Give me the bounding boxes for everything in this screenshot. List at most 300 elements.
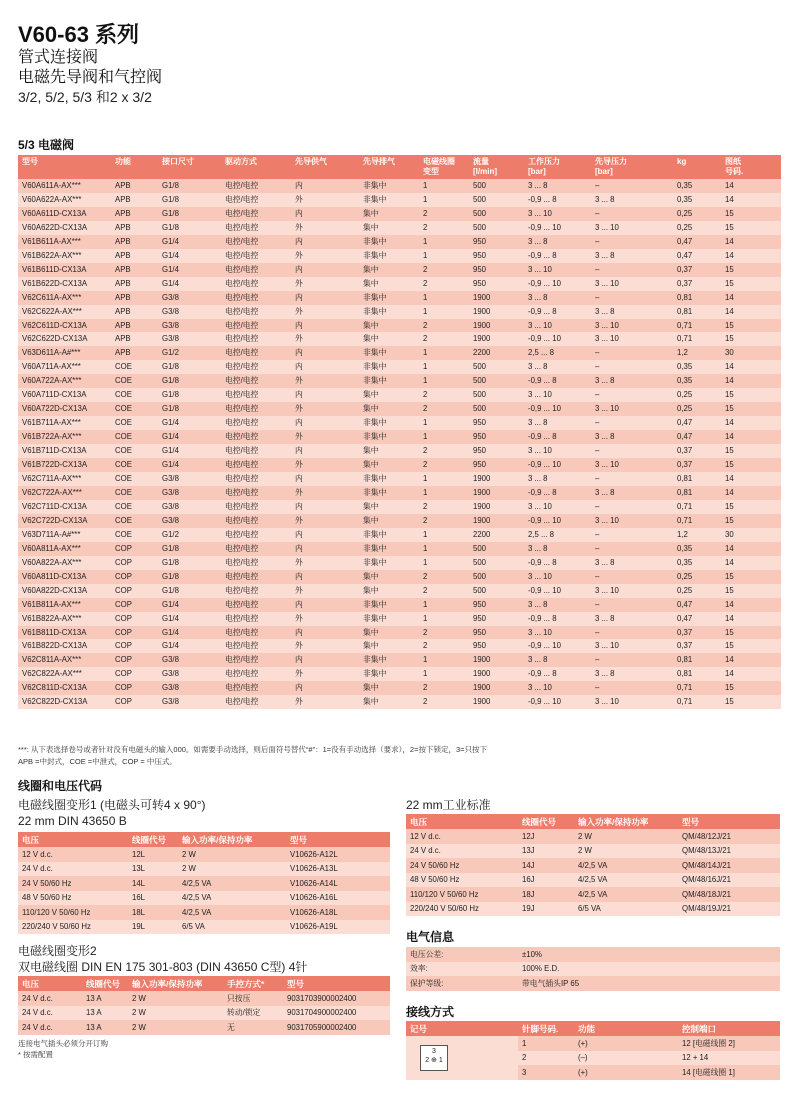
table-cell: 3 ... 8 (524, 653, 591, 667)
table-row (18, 556, 781, 570)
table-cell: G1/8 (158, 221, 221, 235)
column-header: 电压 (406, 814, 518, 829)
table-cell: COP (111, 681, 158, 695)
table-cell: 集中 (359, 277, 419, 291)
table-cell: 3 ... 8 (591, 374, 673, 388)
electrical-title: 电气信息 (406, 930, 455, 944)
table-cell: 内 (291, 263, 359, 277)
table-cell: 集中 (359, 388, 419, 402)
table-cell: 14 (721, 612, 781, 626)
table-cell: 12L (128, 847, 178, 862)
table-cell: 14 (721, 360, 781, 374)
table-cell: 1 (419, 653, 469, 667)
table-cell: 电控/电控 (221, 263, 291, 277)
table-cell: G1/4 (158, 416, 221, 430)
column-header: 工作压力 [bar] (524, 155, 591, 179)
table-cell: 950 (469, 263, 524, 277)
table-row (18, 862, 390, 877)
table-cell: 1900 (469, 332, 524, 346)
table-cell: G1/4 (158, 612, 221, 626)
table-cell: 3 ... 10 (591, 695, 673, 709)
column-header: 先导排气 (359, 155, 419, 179)
table-cell: 18L (128, 905, 178, 920)
table-cell: -0,9 ... 10 (524, 514, 591, 528)
table-cell: 13J (518, 844, 574, 859)
table-cell: V62C711D-CX13A (18, 500, 111, 514)
table-cell: 电控/电控 (221, 332, 291, 346)
table-cell: V10626-A14L (286, 876, 390, 891)
table-cell: 2 W (128, 1020, 223, 1035)
table-cell: 3 ... 10 (591, 402, 673, 416)
table-row (406, 947, 780, 962)
table-cell: 外 (291, 402, 359, 416)
table-cell: 2 (419, 221, 469, 235)
table-cell: – (591, 500, 673, 514)
table-row (406, 858, 780, 873)
table-cell: 19L (128, 920, 178, 935)
table-cell: 3 ... 8 (591, 305, 673, 319)
table-cell: 集中 (359, 626, 419, 640)
table-cell: -0,9 ... 8 (524, 305, 591, 319)
table-cell: 14 (721, 374, 781, 388)
table-cell: 3 ... 10 (524, 681, 591, 695)
table-cell: 13 A (82, 1020, 128, 1035)
table-cell: 外 (291, 695, 359, 709)
table-cell: 110/120 V 50/60 Hz (18, 905, 128, 920)
table-cell: V10626-A16L (286, 891, 390, 906)
table-cell: COP (111, 639, 158, 653)
table-cell: COP (111, 653, 158, 667)
table-cell: 3 ... 10 (591, 639, 673, 653)
table-cell: 集中 (359, 221, 419, 235)
table-cell: V62C822A-AX*** (18, 667, 111, 681)
table-cell: 2 W (574, 829, 678, 844)
column-header: 流量 [l/min] (469, 155, 524, 179)
table-cell: 15 (721, 207, 781, 221)
table-cell: G1/4 (158, 639, 221, 653)
table-cell: G3/8 (158, 319, 221, 333)
table-cell: COP (111, 542, 158, 556)
table-cell: 内 (291, 500, 359, 514)
table-cell: G3/8 (158, 514, 221, 528)
column-header: 线圈代号 (82, 976, 128, 991)
table-cell: APB (111, 305, 158, 319)
valve-table (18, 155, 781, 709)
table-cell: 集中 (359, 695, 419, 709)
table-cell: G3/8 (158, 695, 221, 709)
table-cell: V10626-A19L (286, 920, 390, 935)
table-cell: 950 (469, 612, 524, 626)
table-cell: COE (111, 444, 158, 458)
table-cell: 0,25 (673, 584, 721, 598)
table-cell: 集中 (359, 458, 419, 472)
column-header: 型号 (286, 832, 390, 847)
table-cell: G1/8 (158, 542, 221, 556)
table-cell: 220/240 V 50/60 Hz (406, 902, 518, 917)
table-row (18, 612, 781, 626)
table-row (18, 360, 781, 374)
table-cell: 3 ... 8 (591, 667, 673, 681)
table-row (406, 844, 780, 859)
table-cell: V61B822D-CX13A (18, 639, 111, 653)
table-cell: 15 (721, 444, 781, 458)
table-cell: 0,47 (673, 416, 721, 430)
table-cell: 15 (721, 570, 781, 584)
table-cell: V60A622A-AX*** (18, 193, 111, 207)
table-cell: 电控/电控 (221, 514, 291, 528)
table-cell: G3/8 (158, 681, 221, 695)
table-cell: 1 (419, 305, 469, 319)
table-cell: 950 (469, 235, 524, 249)
table-cell: 非集中 (359, 374, 419, 388)
table-cell: COP (111, 584, 158, 598)
table-cell: 外 (291, 556, 359, 570)
table-cell: 电控/电控 (221, 402, 291, 416)
column-header: 电压 (18, 832, 128, 847)
table-cell: 外 (291, 514, 359, 528)
table-cell: 500 (469, 179, 524, 193)
table-cell: 500 (469, 207, 524, 221)
table-cell: 集中 (359, 319, 419, 333)
table-cell: 0,37 (673, 626, 721, 640)
table-cell: 2 (419, 332, 469, 346)
table-cell: 外 (291, 221, 359, 235)
table-header-row (406, 814, 780, 829)
table-cell: 非集中 (359, 179, 419, 193)
table-cell: 3 ... 10 (524, 388, 591, 402)
table-cell: 2 (419, 458, 469, 472)
table-cell: 9031703900002400 (283, 991, 390, 1006)
table-cell: QM/48/12J/21 (678, 829, 780, 844)
table-cell: 950 (469, 416, 524, 430)
table-cell: 15 (721, 695, 781, 709)
table-cell: 内 (291, 653, 359, 667)
table-cell: V62C622A-AX*** (18, 305, 111, 319)
table-cell: 1 (419, 528, 469, 542)
table-cell: -0,9 ... 10 (524, 277, 591, 291)
table-cell: – (591, 416, 673, 430)
table-cell: 1 (419, 291, 469, 305)
table-cell: 0,71 (673, 514, 721, 528)
table-cell: 电控/电控 (221, 639, 291, 653)
table-cell: V60A822D-CX13A (18, 584, 111, 598)
table-cell: 外 (291, 639, 359, 653)
table-cell: 集中 (359, 332, 419, 346)
table-cell: 非集中 (359, 528, 419, 542)
table-cell: G1/4 (158, 598, 221, 612)
table-cell: 950 (469, 639, 524, 653)
table-cell: 0,37 (673, 639, 721, 653)
table-header-row (18, 976, 390, 991)
table-cell: V62C711A-AX*** (18, 472, 111, 486)
table-cell: 2 W (128, 991, 223, 1006)
table-cell: COP (111, 570, 158, 584)
table-cell: 15 (721, 277, 781, 291)
table-cell: 外 (291, 667, 359, 681)
table-cell: V60A822A-AX*** (18, 556, 111, 570)
table-cell: 电控/电控 (221, 221, 291, 235)
table-cell: 15 (721, 332, 781, 346)
table-cell: G1/2 (158, 528, 221, 542)
table-cell: 6/5 VA (178, 920, 286, 935)
table-cell: 1900 (469, 319, 524, 333)
table-cell: 0,71 (673, 319, 721, 333)
table-cell: 3 ... 8 (524, 235, 591, 249)
table-cell: 14 (721, 416, 781, 430)
table-cell: 14 (721, 235, 781, 249)
table-row (18, 305, 781, 319)
table-cell: 非集中 (359, 346, 419, 360)
table-cell: 内 (291, 319, 359, 333)
table-cell: 13L (128, 862, 178, 877)
table-cell: 1900 (469, 472, 524, 486)
table-cell: 14 (721, 667, 781, 681)
table-cell: 3 ... 8 (524, 179, 591, 193)
table-cell: 电控/电控 (221, 612, 291, 626)
table-cell: 1900 (469, 514, 524, 528)
table-cell: -0,9 ... 8 (524, 374, 591, 388)
table-cell: G1/4 (158, 277, 221, 291)
table-cell: 3 ... 8 (591, 193, 673, 207)
table-cell: -0,9 ... 8 (524, 193, 591, 207)
table-cell: G1/8 (158, 193, 221, 207)
table-cell: (–) (574, 1051, 678, 1066)
table-cell: 1900 (469, 291, 524, 305)
table-cell: 1 (419, 486, 469, 500)
table-cell: APB (111, 332, 158, 346)
table-cell: 4/2,5 VA (574, 858, 678, 873)
table-cell: 14 (721, 653, 781, 667)
table-cell: 内 (291, 626, 359, 640)
table-cell: 集中 (359, 444, 419, 458)
table-cell: 非集中 (359, 598, 419, 612)
table-cell: APB (111, 221, 158, 235)
table-cell: 内 (291, 542, 359, 556)
table-cell: 3 ... 10 (591, 277, 673, 291)
table-cell: 电控/电控 (221, 681, 291, 695)
table-cell: – (591, 570, 673, 584)
table-cell: 500 (469, 402, 524, 416)
table-cell: – (591, 360, 673, 374)
table-cell: 3 ... 8 (524, 291, 591, 305)
table-cell: 12 V d.c. (406, 829, 518, 844)
table-cell: 电控/电控 (221, 556, 291, 570)
table-row (18, 1020, 390, 1035)
table-cell: 电控/电控 (221, 626, 291, 640)
table-cell: 外 (291, 249, 359, 263)
table-cell: -0,9 ... 10 (524, 332, 591, 346)
table-cell: 0,25 (673, 570, 721, 584)
table-cell: 2 (419, 514, 469, 528)
table-cell: APB (111, 319, 158, 333)
table-cell: -0,9 ... 10 (524, 584, 591, 598)
table-cell: -0,9 ... 10 (524, 458, 591, 472)
table-cell: 3 ... 8 (591, 249, 673, 263)
table-cell: 15 (721, 402, 781, 416)
table-cell: 3 ... 8 (524, 416, 591, 430)
table-cell: 3 ... 10 (591, 458, 673, 472)
table-cell: 500 (469, 584, 524, 598)
table-cell: 15 (721, 584, 781, 598)
table-row (18, 416, 781, 430)
table-cell: – (591, 472, 673, 486)
table-cell: G3/8 (158, 486, 221, 500)
table-cell: 3 ... 8 (591, 430, 673, 444)
table-cell: 0,81 (673, 653, 721, 667)
table-cell: 4/2,5 VA (574, 873, 678, 888)
table-cell: G1/8 (158, 207, 221, 221)
column-header: 记号 (406, 1021, 518, 1036)
table-cell: 1 (419, 416, 469, 430)
table-cell: 500 (469, 388, 524, 402)
table-cell: COE (111, 374, 158, 388)
page-subtitle-3: 3/2, 5/2, 5/3 和2 x 3/2 (18, 89, 152, 105)
table-cell: 14 (721, 556, 781, 570)
table-cell: 24 V d.c. (18, 1006, 82, 1021)
table-cell: 30 (721, 528, 781, 542)
table-cell: – (591, 626, 673, 640)
table-cell: APB (111, 235, 158, 249)
table-cell: 14 (721, 430, 781, 444)
table-cell: COE (111, 458, 158, 472)
column-header: 线圈代号 (128, 832, 178, 847)
table-cell: 24 V d.c. (18, 991, 82, 1006)
table-cell: 0,25 (673, 221, 721, 235)
table-row (18, 570, 781, 584)
table-cell: V63D611A-A#*** (18, 346, 111, 360)
table-cell: 0,47 (673, 612, 721, 626)
table-cell: 3 ... 10 (591, 514, 673, 528)
table-cell: V61B811A-AX*** (18, 598, 111, 612)
table-cell: 0,47 (673, 598, 721, 612)
table-cell: 电控/电控 (221, 430, 291, 444)
table-cell: 集中 (359, 514, 419, 528)
table-cell: G3/8 (158, 653, 221, 667)
table-row (18, 653, 781, 667)
table-cell: G3/8 (158, 500, 221, 514)
table-cell: 14 (721, 542, 781, 556)
wiring-title: 接线方式 (406, 1005, 455, 1019)
table-cell: 3 ... 8 (524, 542, 591, 556)
table-cell: 100% E.D. (518, 962, 780, 977)
page-header (18, 22, 162, 106)
table-cell: 3 ... 10 (524, 570, 591, 584)
table-cell: 1900 (469, 500, 524, 514)
table-cell: 2 (518, 1051, 574, 1066)
table-cell: 非集中 (359, 430, 419, 444)
table-cell: -0,9 ... 8 (524, 486, 591, 500)
table-cell: 14 (721, 305, 781, 319)
table-cell: 内 (291, 528, 359, 542)
electrical-table (406, 947, 780, 991)
table-cell: 19J (518, 902, 574, 917)
table-row (18, 514, 781, 528)
table-cell: 15 (721, 500, 781, 514)
table-cell: 0,37 (673, 458, 721, 472)
table-cell: 1 (419, 667, 469, 681)
table-cell: 非集中 (359, 556, 419, 570)
table-cell: 1900 (469, 486, 524, 500)
table-cell: 0,25 (673, 388, 721, 402)
table-cell: COP (111, 667, 158, 681)
table-cell: 220/240 V 50/60 Hz (18, 920, 128, 935)
wiring-symbol-cell (406, 1036, 518, 1080)
table-cell: 1 (419, 346, 469, 360)
table-cell: 1 (419, 249, 469, 263)
table-cell: 电控/电控 (221, 598, 291, 612)
table-cell: -0,9 ... 8 (524, 667, 591, 681)
table-cell: V60A722A-AX*** (18, 374, 111, 388)
table-cell: 0,37 (673, 444, 721, 458)
table-row (18, 374, 781, 388)
column-header: 控制端口 (678, 1021, 780, 1036)
table-cell: QM/48/19J/21 (678, 902, 780, 917)
column-header: kg (673, 155, 721, 179)
table-cell: 1900 (469, 305, 524, 319)
table-cell: 48 V 50/60 Hz (18, 891, 128, 906)
table-cell: 1900 (469, 681, 524, 695)
table-cell: 4/2,5 VA (178, 905, 286, 920)
table-cell: 非集中 (359, 360, 419, 374)
table-row (18, 402, 781, 416)
table-cell: 500 (469, 556, 524, 570)
table-cell: 电控/电控 (221, 319, 291, 333)
table-cell: 2 (419, 626, 469, 640)
coil-section-title: 线圈和电压代码 (18, 779, 103, 793)
table-cell: -0,9 ... 10 (524, 639, 591, 653)
table-cell: 非集中 (359, 653, 419, 667)
table-cell: 2,5 ... 8 (524, 346, 591, 360)
table-row (18, 277, 781, 291)
table-cell: V10626-A13L (286, 862, 390, 877)
table-row (18, 179, 781, 193)
table-row (18, 486, 781, 500)
table-cell: COE (111, 430, 158, 444)
table-cell: 内 (291, 570, 359, 584)
table-cell: 电控/电控 (221, 193, 291, 207)
table-row (406, 902, 780, 917)
column-header: 线圈代号 (518, 814, 574, 829)
table-cell: 1 (419, 360, 469, 374)
column-header: 输入功率/保持功率 (574, 814, 678, 829)
coil-variant2-title: 电磁线圈变形2 (18, 944, 97, 958)
table-cell: 16L (128, 891, 178, 906)
table-cell: – (591, 528, 673, 542)
industrial-table (406, 814, 780, 916)
table-cell: 0,47 (673, 249, 721, 263)
table-cell: 48 V 50/60 Hz (406, 873, 518, 888)
table-cell: 3 ... 10 (524, 207, 591, 221)
table-cell: 14 (721, 179, 781, 193)
column-header: 型号 (18, 155, 111, 179)
table-cell: 带电气插头IP 65 (518, 976, 780, 991)
table-cell: 非集中 (359, 542, 419, 556)
table-cell: 电控/电控 (221, 207, 291, 221)
table-cell: 电控/电控 (221, 305, 291, 319)
table-cell: – (591, 346, 673, 360)
table-cell: 15 (721, 681, 781, 695)
table-cell: 保护等级: (406, 976, 518, 991)
table-cell: V60A711A-AX*** (18, 360, 111, 374)
footnote-2: APB =中封式，COE =中泄式，COP = 中压式。 (18, 757, 177, 766)
table-cell: 14 (721, 486, 781, 500)
table-row (18, 193, 781, 207)
table-cell: G1/8 (158, 584, 221, 598)
table-cell: G3/8 (158, 305, 221, 319)
table-cell: 1 (419, 430, 469, 444)
table-cell: 电控/电控 (221, 653, 291, 667)
table-cell: 2 (419, 584, 469, 598)
